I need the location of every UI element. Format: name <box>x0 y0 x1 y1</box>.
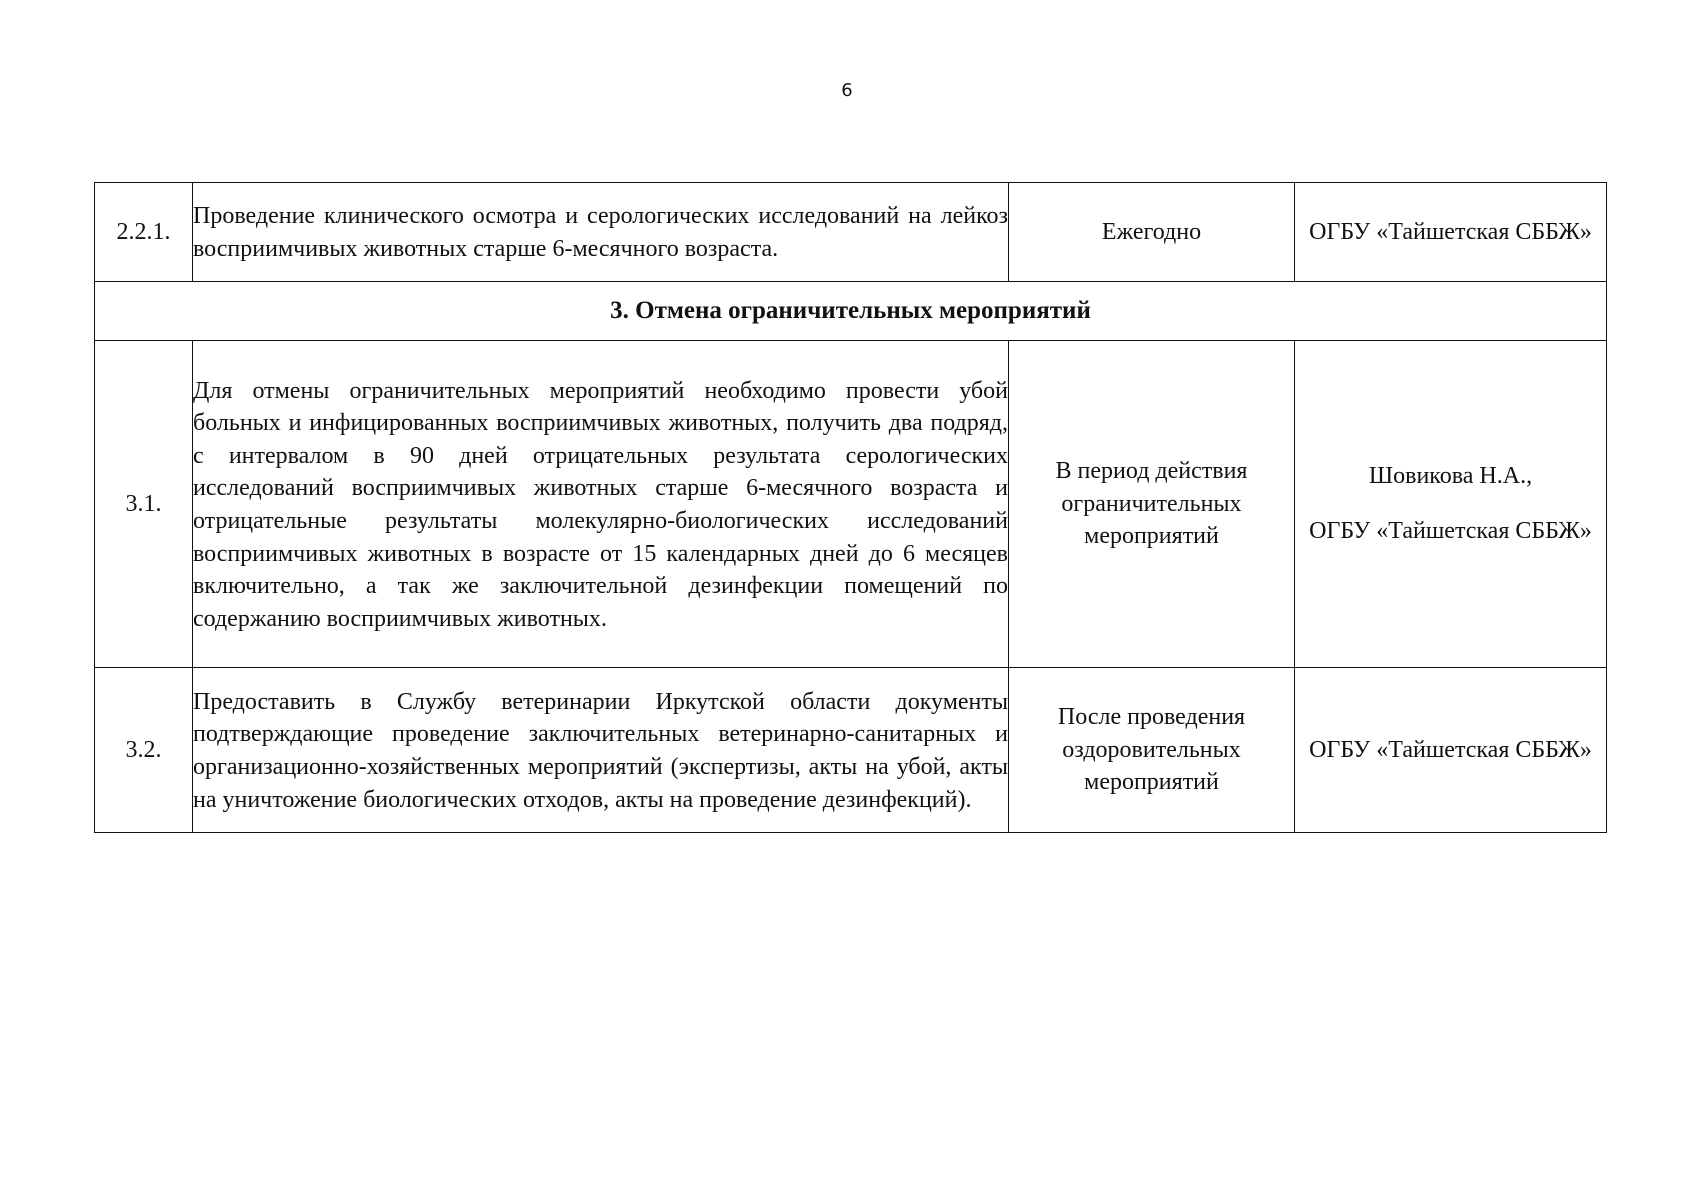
table-row <box>95 668 1607 833</box>
section-heading: 3. Отмена ограничительных мероприятий <box>95 282 1607 341</box>
measure-term: После проведения оздоровительных мероприятий <box>1009 668 1295 833</box>
responsible-line: Шовикова Н.А., <box>1368 463 1533 490</box>
table-row <box>95 183 1607 282</box>
table-row <box>95 341 1607 668</box>
responsible-line: ОГБУ «Тайшетская СББЖ» <box>1309 736 1592 763</box>
responsible-line: ОГБУ «Тайшетская СББЖ» <box>1309 218 1592 245</box>
row-number: 3.1. <box>95 341 193 668</box>
measure-responsible <box>1295 668 1607 833</box>
measure-term: Ежегодно <box>1009 183 1295 282</box>
measure-responsible <box>1295 341 1607 668</box>
measure-description: Проведение клинического осмотра и серологических исследований на лейкоз восприимчивых животных старше 6-месячного возраста. <box>193 183 1009 282</box>
measure-description: Предоставить в Службу ветеринарии Иркутской области документы подтверждающие проведение заключительных ветеринарно-санитарных и организационно-хозяйственных мероприятий (экспертизы, акты на убой, акты на уничтожение биологических отходов, акты на проведение дезинфекций). <box>193 668 1009 833</box>
responsible-line: ОГБУ «Тайшетская СББЖ» <box>1309 518 1592 544</box>
measures-table <box>94 182 1607 833</box>
page-number: 6 <box>841 80 853 101</box>
measure-term: В период действия ограничительных мероприятий <box>1009 341 1295 668</box>
section-row <box>95 282 1607 341</box>
row-number: 3.2. <box>95 668 193 833</box>
row-number: 2.2.1. <box>95 183 193 282</box>
measure-description: Для отмены ограничительных мероприятий необходимо провести убой больных и инфицированных восприимчивых животных, получить два подряд, с интервалом в 90 дней отрицательных результата серологических исследований восприимчивых животных старше 6-месячного возраста и отрицательные результаты молекулярно-биологических исследований восприимчивых животных в возрасте от 15 календарных дней до 6 месяцев включительно, а так же заключительной дезинфекции помещений по содержанию восприимчивых животных. <box>193 341 1009 668</box>
measure-responsible <box>1295 183 1607 282</box>
